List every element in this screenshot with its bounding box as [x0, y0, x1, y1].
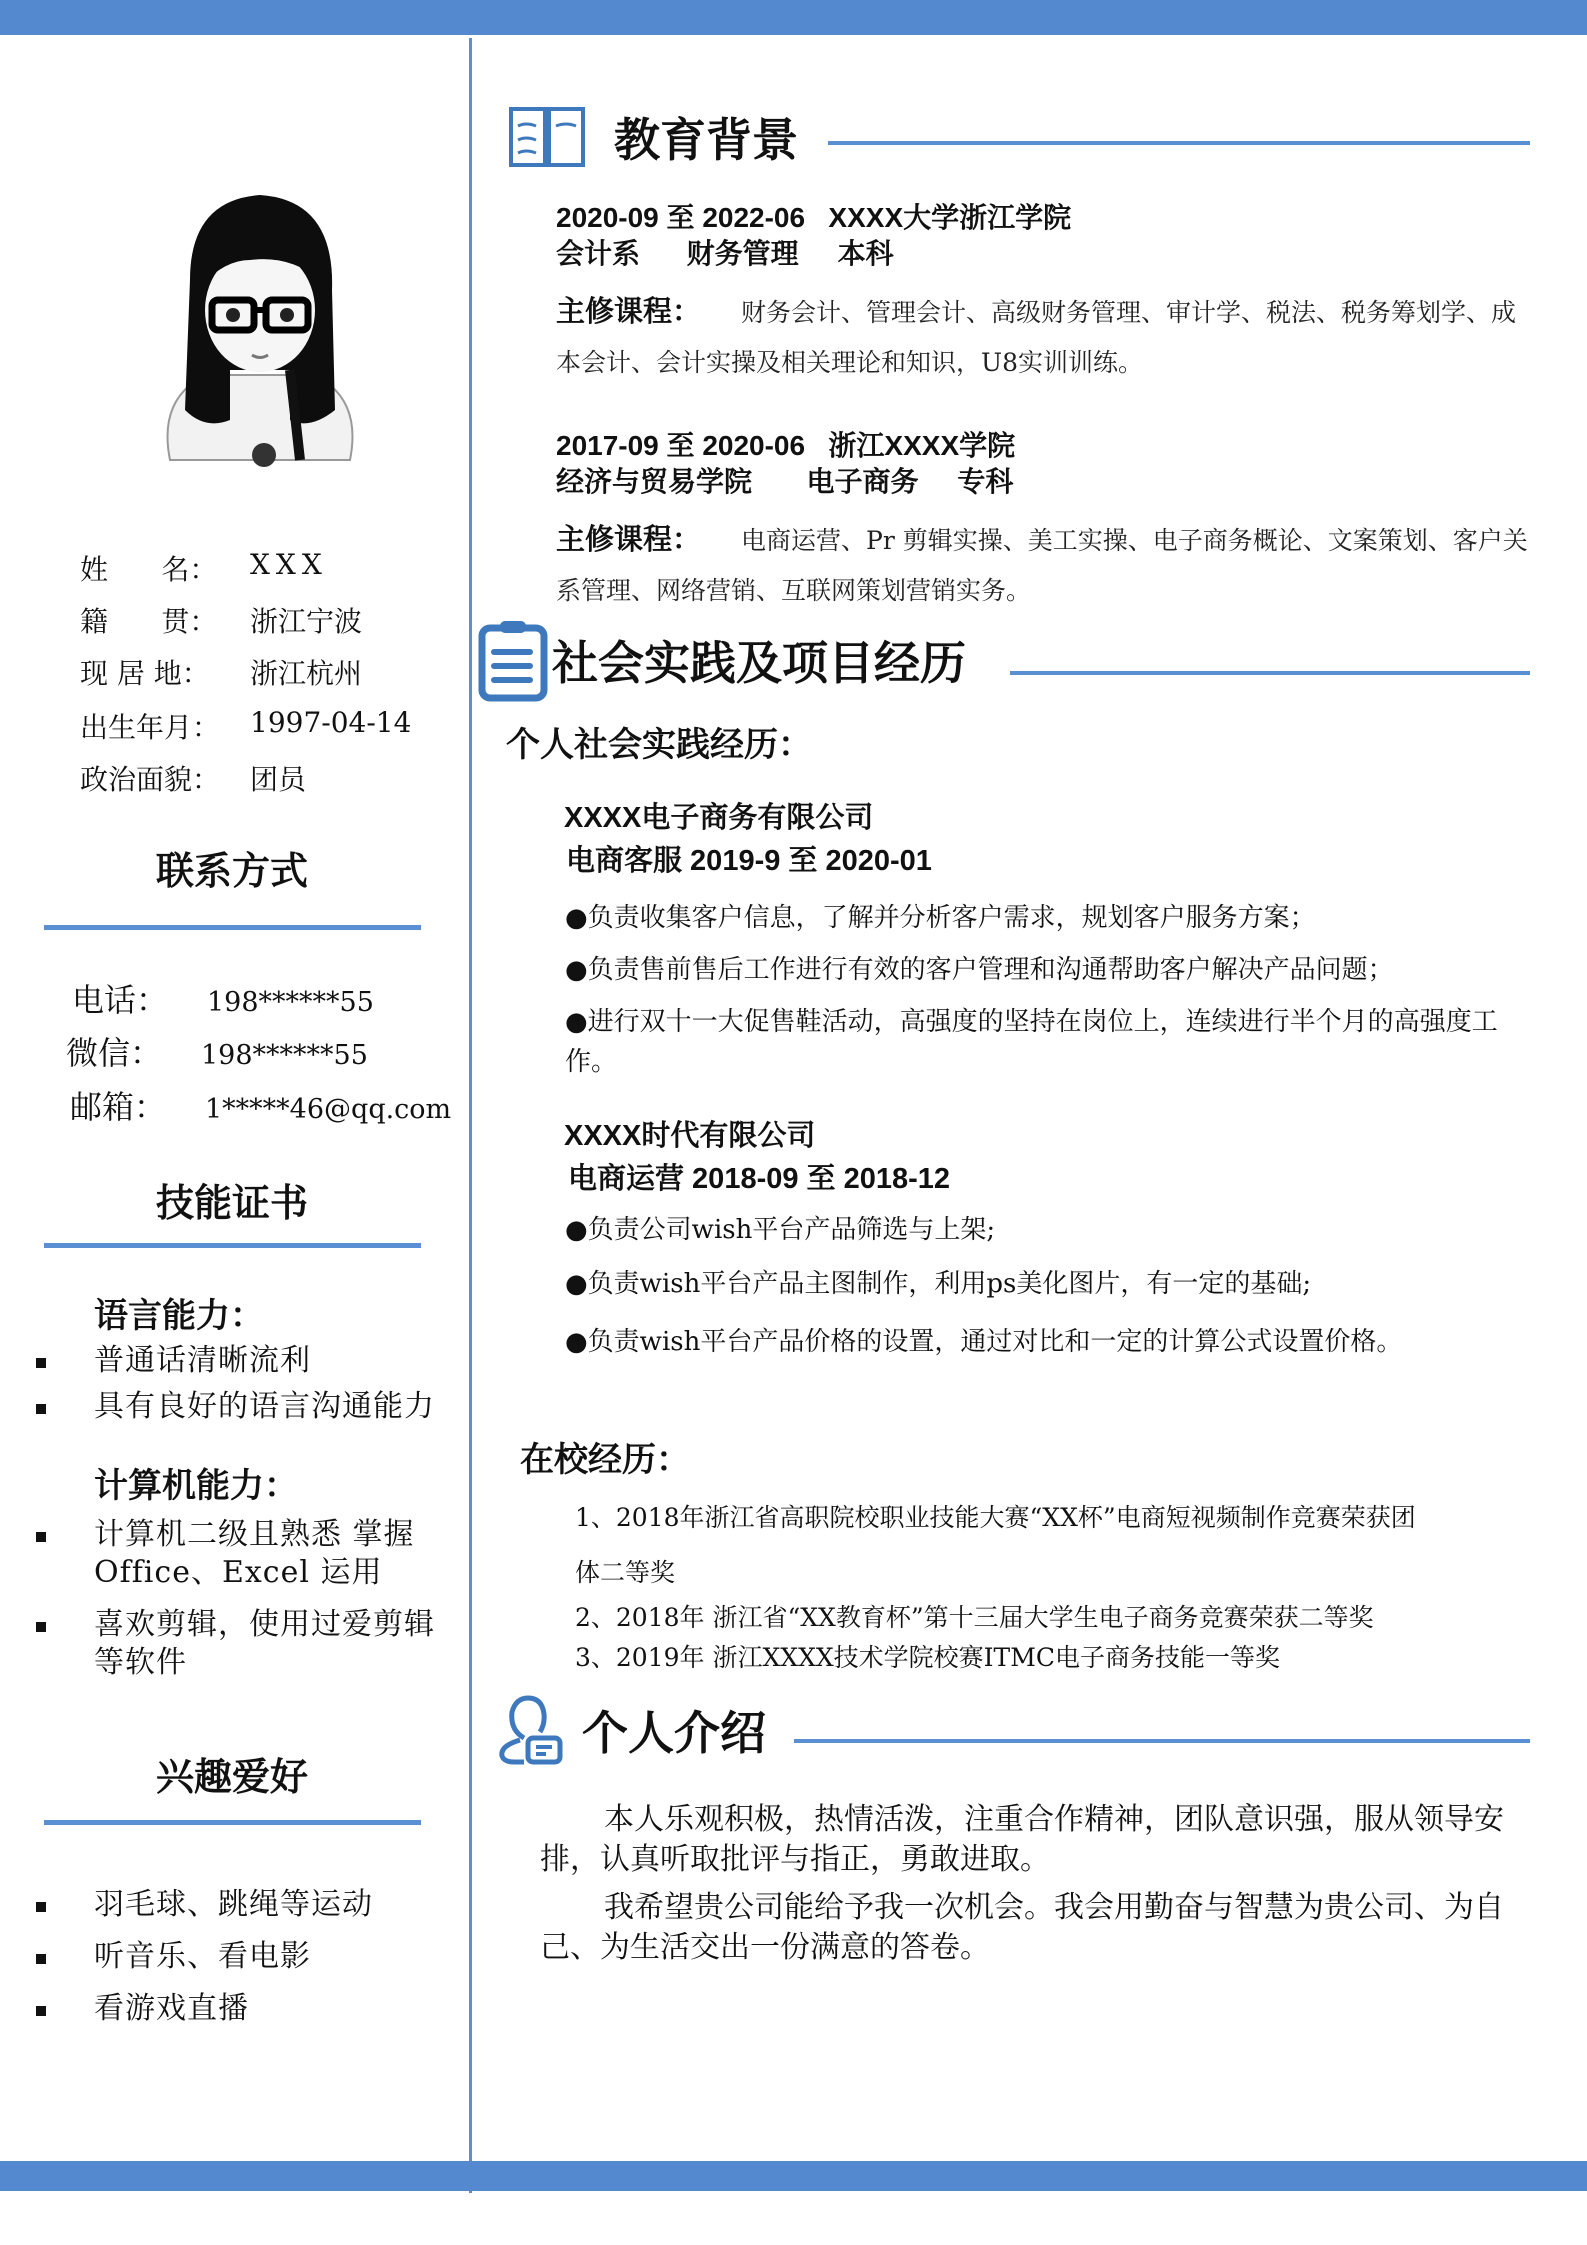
- award-item: 体二等奖: [575, 1558, 676, 1587]
- intro-paragraph: 我希望贵公司能给予我一次机会。我会用勤奋与智慧为贵公司、为自己、为生活交出一份满意的答卷。: [540, 1890, 1504, 1965]
- contact-divider: [44, 925, 421, 930]
- contact-label: 电话：: [72, 981, 169, 1019]
- job-2-duty: ●负责wish平台产品价格的设置，通过对比和一定的计算公式设置价格。: [565, 1327, 1403, 1357]
- education-heading: 教育背景: [614, 113, 798, 167]
- contact-row-wechat: [66, 1028, 368, 1074]
- info-value: 浙江宁波: [250, 605, 363, 638]
- info-row-birthdate: [80, 706, 411, 746]
- skills-heading: 技能证书: [155, 1181, 308, 1225]
- info-value: 1997-04-14: [250, 706, 412, 739]
- square-bullet-icon: [36, 1954, 46, 1964]
- list-item: 普通话清晰流利: [36, 1342, 454, 1380]
- info-row-name: [80, 548, 328, 588]
- email-value[interactable]: 1*****46@qq.com: [205, 1094, 452, 1125]
- education-heading-rule: [828, 141, 1530, 145]
- info-row-residence: [80, 652, 362, 692]
- info-row-hometown: [80, 600, 362, 640]
- avatar: [140, 160, 380, 490]
- edu-2-period-school: 2017-09 至 2020-06 浙江XXXX学院: [556, 430, 1016, 461]
- intro-paragraph: 本人乐观积极，热情活泼，注重合作精神，团队意识强，服从领导安排，认真听取批评与指正，勇敢进取。: [540, 1802, 1504, 1877]
- square-bullet-icon: [36, 1532, 46, 1542]
- intro-section-header: [494, 1694, 766, 1766]
- job-2-role: 电商运营 2018-09 至 2018-12: [568, 1163, 951, 1195]
- list-item: 听音乐、看电影: [36, 1938, 454, 1976]
- info-label: 姓 名：: [80, 553, 218, 586]
- contact-label: 邮箱：: [70, 1088, 167, 1126]
- column-divider: [469, 38, 472, 2193]
- user-card-icon: [494, 1694, 566, 1766]
- course-label: 主修课程：: [556, 522, 702, 556]
- list-item: 羽毛球、跳绳等运动: [36, 1886, 454, 1924]
- intro-heading-rule: [794, 1739, 1530, 1743]
- job-2-duty: ●负责wish平台产品主图制作，利用ps美化图片，有一定的基础;: [565, 1269, 1312, 1299]
- intro-heading: 个人介绍: [582, 1706, 766, 1760]
- info-label: 出生年月：: [80, 711, 221, 744]
- contact-label: 微信：: [66, 1034, 163, 1072]
- info-value: XXX: [250, 548, 328, 581]
- info-label: 现 居 地：: [80, 657, 210, 690]
- square-bullet-icon: [36, 1404, 46, 1414]
- top-accent-bar: [0, 0, 1587, 35]
- school-experience-heading: 在校经历：: [520, 1441, 690, 1479]
- award-item: 1、2018年浙江省高职院校职业技能大赛“XX杯”电商短视频制作竞赛荣获团: [575, 1503, 1416, 1532]
- hobbies-heading: 兴趣爱好: [155, 1755, 308, 1799]
- square-bullet-icon: [36, 1622, 46, 1632]
- practice-section-header: [476, 618, 966, 702]
- job-2-company: XXXX时代有限公司: [564, 1120, 816, 1152]
- job-1-company: XXXX电子商务有限公司: [564, 802, 874, 834]
- phone-value: 198******55: [207, 987, 374, 1018]
- job-1-duty: ●负责售前售后工作进行有效的客户管理和沟通帮助客户解决产品问题；: [565, 955, 1394, 985]
- info-value: 浙江杭州: [250, 657, 363, 690]
- education-section-header: [508, 104, 798, 170]
- language-skills-title: 语言能力：: [94, 1296, 264, 1336]
- book-icon: [508, 106, 586, 168]
- skills-divider: [44, 1243, 421, 1248]
- practice-heading-rule: [1010, 671, 1530, 675]
- list-item: 具有良好的语言沟通能力: [36, 1388, 454, 1426]
- edu-1-major-degree: 会计系 财务管理 本科: [556, 238, 894, 269]
- edu-2-major-degree: 经济与贸易学院 电子商务 专科: [556, 466, 1014, 497]
- bottom-accent-bar: [0, 2161, 1587, 2191]
- job-2-duty: ●负责公司wish平台产品筛选与上架;: [565, 1215, 996, 1245]
- clipboard-icon: [476, 618, 552, 702]
- edu-1-courses: 主修课程： 财务会计、管理会计、高级财务管理、审计学、税法、税务筹划学、成本会计、会计实操及相关理论和知识，U8实训训练。: [556, 294, 1517, 377]
- job-1-duty: ●负责收集客户信息，了解并分析客户需求，规划客户服务方案；: [565, 903, 1316, 933]
- contact-row-phone: [72, 975, 374, 1021]
- contact-heading: 联系方式: [155, 849, 308, 893]
- computer-skills-title: 计算机能力：: [94, 1466, 298, 1506]
- course-label: 主修课程：: [556, 294, 702, 328]
- square-bullet-icon: [36, 2006, 46, 2016]
- award-item: 3、2019年 浙江XXXX技术学院校赛ITMC电子商务技能一等奖: [575, 1643, 1280, 1672]
- contact-row-email: [70, 1082, 451, 1128]
- job-1-role: 电商客服 2019-9 至 2020-01: [566, 845, 932, 877]
- hobbies-divider: [44, 1820, 421, 1825]
- list-item: 计算机二级且熟悉 掌握 Office、Excel 运用: [36, 1516, 454, 1592]
- edu-2-courses: 主修课程： 电商运营、Pr 剪辑实操、美工实操、电子商务概论、文案策划、客户关系管理、网络营销、互联网策划营销实务。: [556, 522, 1528, 605]
- info-row-political: [80, 758, 306, 798]
- info-value: 团员: [250, 763, 307, 796]
- info-label: 籍 贯：: [80, 605, 218, 638]
- practice-heading: 社会实践及项目经历: [552, 636, 966, 690]
- practice-subheading: 个人社会实践经历：: [506, 726, 812, 764]
- list-item: 喜欢剪辑，使用过爱剪辑等软件: [36, 1606, 454, 1682]
- award-item: 2、2018年 浙江省“XX教育杯”第十三届大学生电子商务竞赛荣获二等奖: [575, 1603, 1374, 1632]
- info-label: 政治面貌：: [80, 763, 221, 796]
- square-bullet-icon: [36, 1358, 46, 1368]
- wechat-value: 198******55: [201, 1040, 368, 1071]
- square-bullet-icon: [36, 1902, 46, 1912]
- edu-1-period-school: 2020-09 至 2022-06 XXXX大学浙江学院: [556, 202, 1072, 233]
- job-1-duty: ●进行双十一大促售鞋活动，高强度的坚持在岗位上，连续进行半个月的高强度工作。: [565, 1007, 1498, 1077]
- list-item: 看游戏直播: [36, 1990, 454, 2028]
